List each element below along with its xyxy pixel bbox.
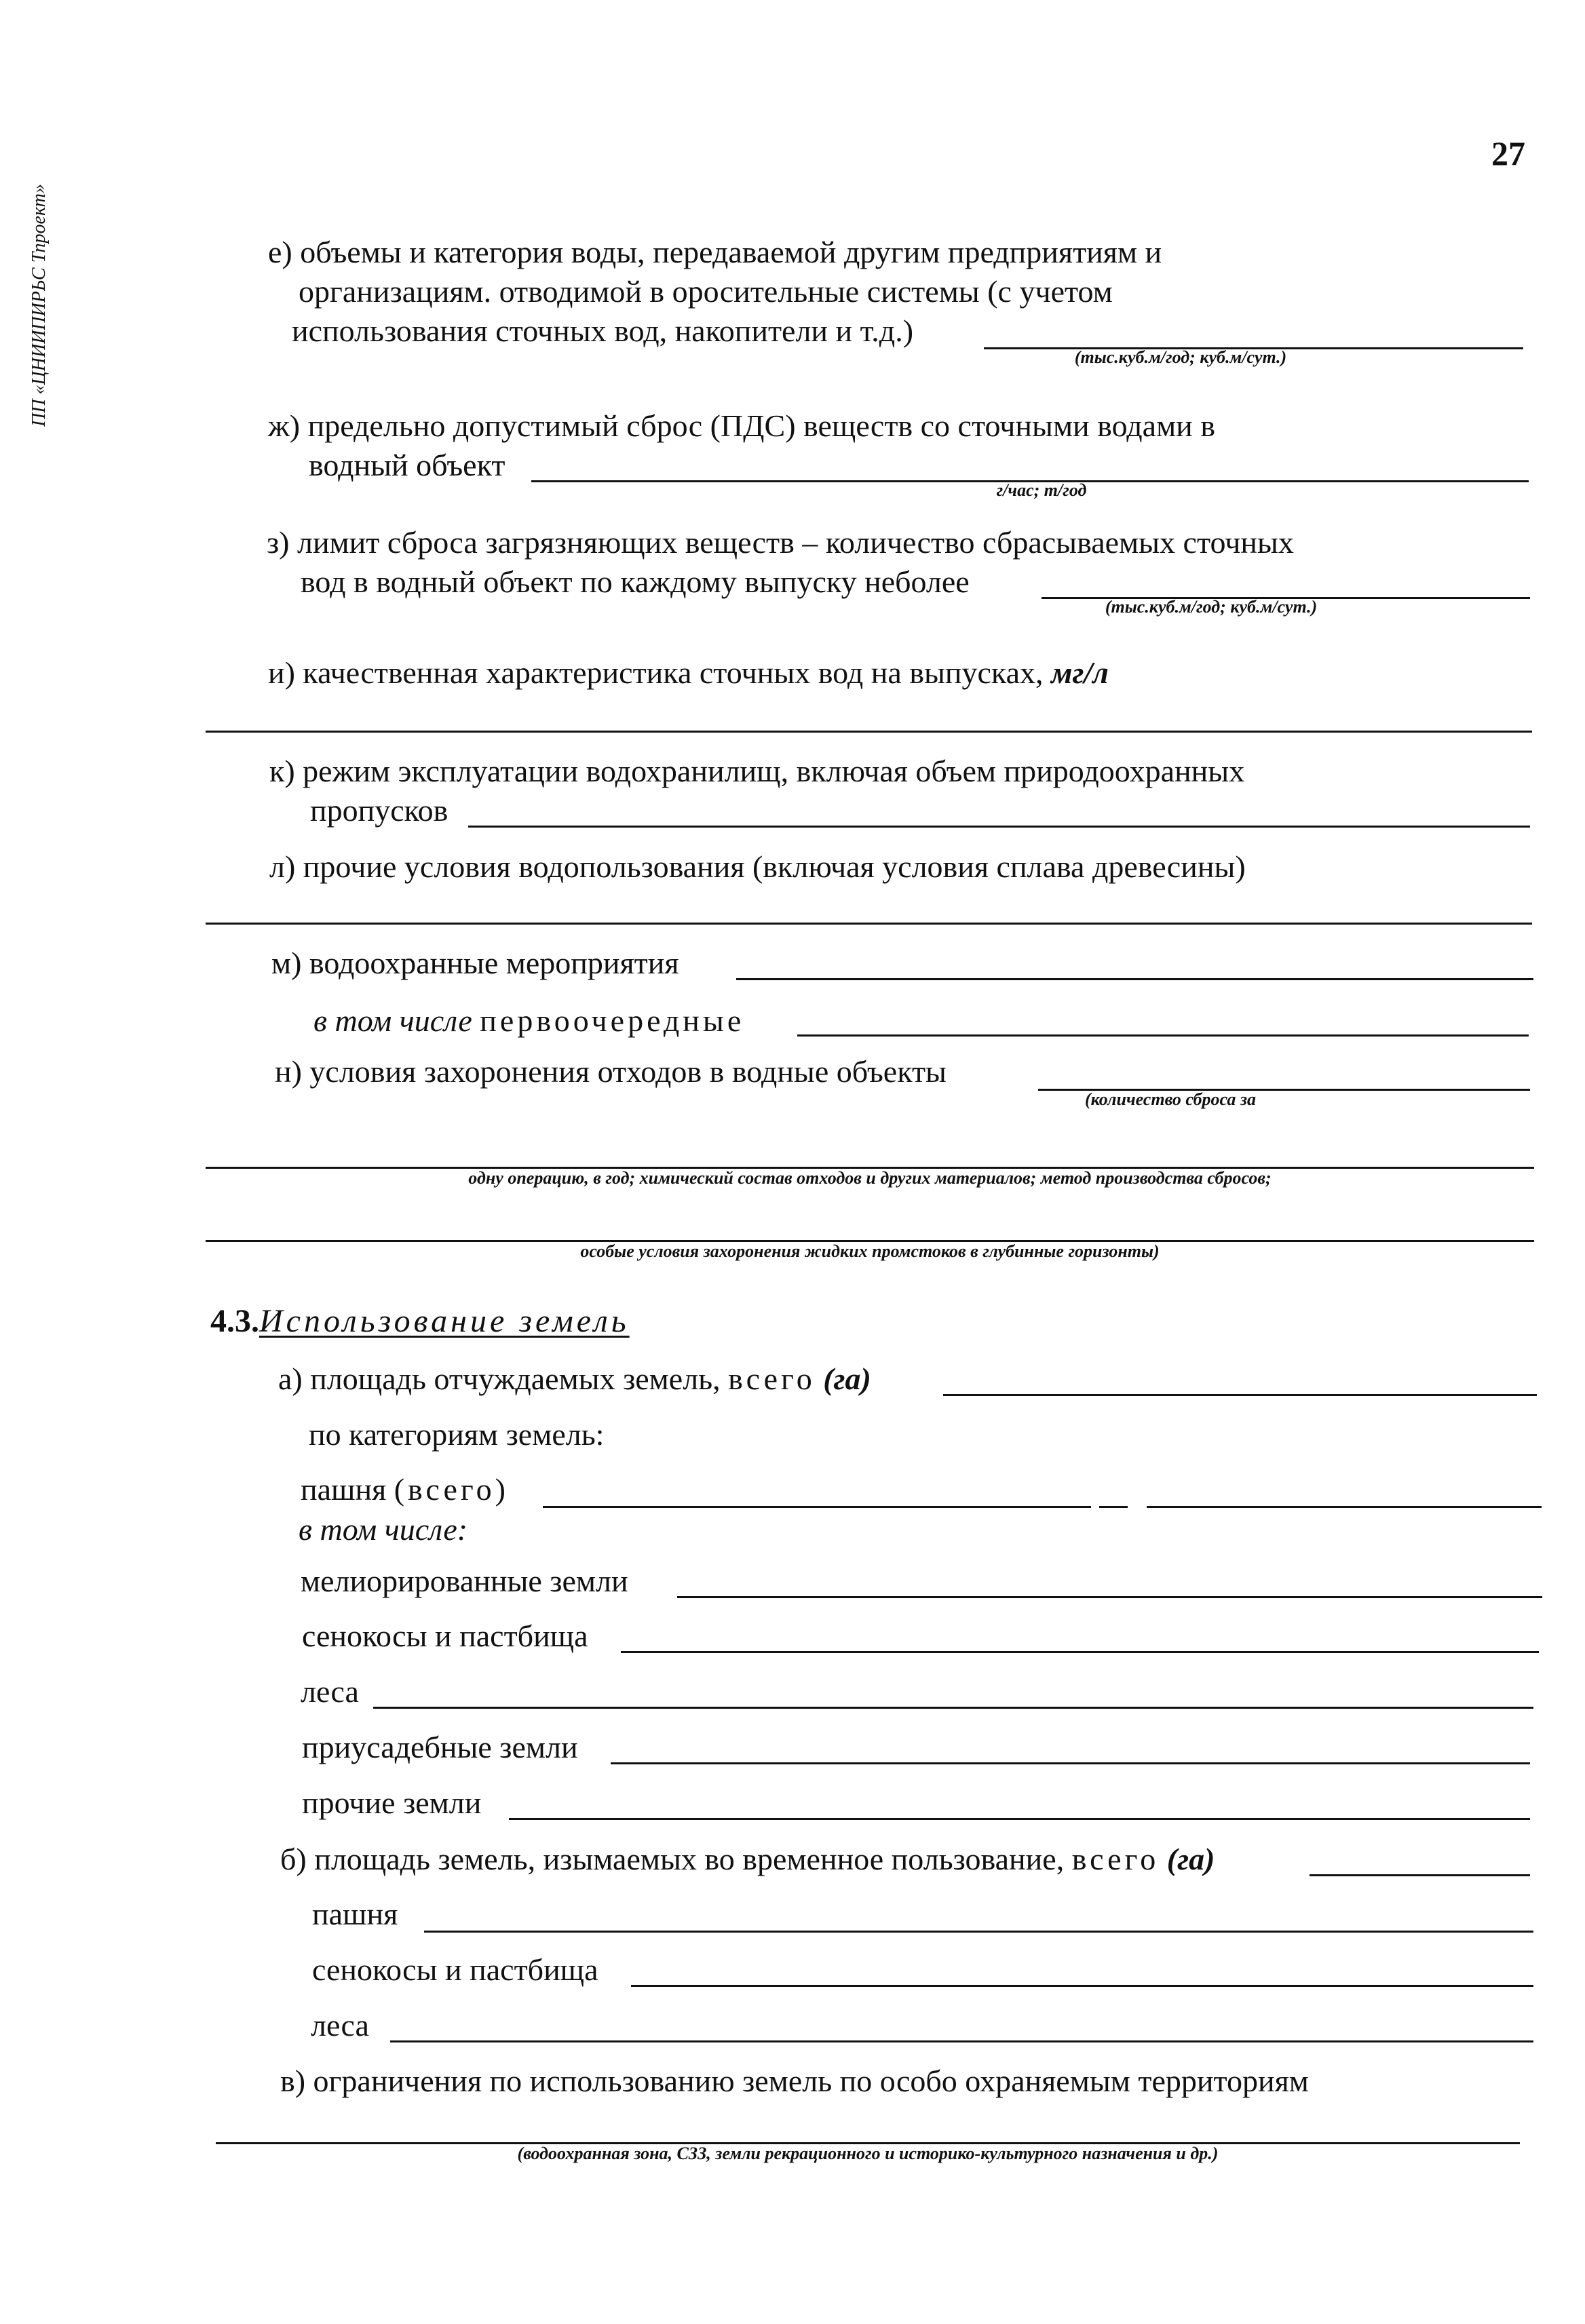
arable-label: пашня (всего) [301, 1472, 509, 1507]
item-v-caption: (водоохранная зона, СЗЗ, земли рекрационного и историко-культурного назначения и др.) [517, 2144, 1219, 2163]
item-i-unit: мг/л [1051, 655, 1109, 690]
b-arable-label: пашня [312, 1897, 398, 1931]
item-k-line2: пропусков [310, 793, 448, 828]
item-zh-caption: г/час; т/год [996, 480, 1087, 500]
forests-fill-line[interactable] [373, 1707, 1533, 1709]
forests-label: леса [301, 1674, 359, 1709]
item-zh-line2: водный объект [309, 448, 505, 482]
item-m-text: м) водоохранные мероприятия [271, 946, 679, 980]
b-forests-label: леса [311, 2008, 369, 2042]
item-k-line1: к) режим эксплуатации водохранилищ, включая объем природоохранных [269, 754, 1245, 788]
item-n-text: н) условия захоронения отходов в водные объекты [275, 1054, 947, 1089]
b-hayfields-label: сенокосы и пастбища [312, 1952, 598, 1987]
household-fill-line[interactable] [611, 1762, 1530, 1764]
item-zh-line1: ж) предельно допустимый сброс (ПДС) веществ со сточными водами в [268, 408, 1216, 443]
item-e-caption: (тыс.куб.м/год; куб.м/сут.) [1074, 347, 1287, 367]
item-m-fill-line[interactable] [736, 978, 1533, 980]
page-number: 27 [1491, 134, 1525, 172]
hayfields-fill-line[interactable] [621, 1651, 1539, 1653]
item-n-caption2: одну операцию, в год; химический состав отходов и других материалов; метод производства сбросов; [468, 1168, 1272, 1188]
arable-fill-line-2[interactable] [1099, 1506, 1128, 1508]
item-v-text: в) ограничения по использованию земель по особо охраняемым территориям [280, 2064, 1309, 2098]
by-category-label: по категориям земель: [309, 1417, 605, 1452]
arable-fill-line-3[interactable] [1147, 1506, 1542, 1508]
item-m-sub: в том числе первоочередные [313, 1003, 745, 1038]
item-n-caption3: особые условия захоронения жидких промстоков в глубинные горизонты) [580, 1241, 1160, 1261]
item-a-fill-line[interactable] [943, 1394, 1537, 1396]
reclaimed-label: мелиорированные земли [301, 1564, 628, 1598]
section-number: 4.3. [210, 1303, 259, 1339]
item-k-fill-line[interactable] [468, 826, 1530, 828]
b-hayfields-fill-line[interactable] [631, 1985, 1533, 1987]
other-lands-label: прочие земли [302, 1785, 482, 1820]
hayfields-label: сенокосы и пастбища [302, 1619, 588, 1653]
b-arable-fill-line[interactable] [424, 1931, 1533, 1933]
item-e-line1: е) объемы и категория воды, передаваемой другим предприятиям и [268, 235, 1162, 269]
other-lands-fill-line[interactable] [509, 1818, 1530, 1820]
item-i-text: и) качественная характеристика сточных вод на выпусках, мг/л [268, 655, 1109, 690]
item-b-text: б) площадь земель, изымаемых во временное пользование, всего (га) [280, 1842, 1215, 1876]
side-stamp: ПП «ЦНИИПИРЬС Тпроект» [28, 184, 50, 427]
section-heading [210, 1302, 630, 1340]
section-title: Использование земель [259, 1303, 630, 1339]
item-m-sub-fill-line[interactable] [797, 1034, 1529, 1037]
including-label: в том числе: [299, 1512, 468, 1547]
item-z-line2: вод в водный объект по каждому выпуску неболее [301, 564, 970, 599]
item-i-fill-line[interactable] [206, 731, 1532, 733]
reclaimed-fill-line[interactable] [677, 1596, 1542, 1598]
item-z-caption: (тыс.куб.м/год; куб.м/сут.) [1105, 597, 1318, 617]
item-l-fill-line[interactable] [206, 923, 1532, 925]
item-z-line1: з) лимит сброса загрязняющих веществ – количество сбрасываемых сточных [267, 525, 1294, 560]
b-forests-fill-line[interactable] [390, 2040, 1533, 2042]
item-l-text: л) прочие условия водопользования (включая условия сплава древесины) [269, 849, 1246, 884]
item-e-line2: организациям. отводимой в оросительные системы (с учетом [299, 274, 1113, 309]
item-e-line3: использования сточных вод, накопители и т.д.) [292, 313, 914, 348]
arable-fill-line-1[interactable] [543, 1506, 1091, 1508]
item-b-fill-line[interactable] [1310, 1874, 1530, 1876]
item-n-caption1: (количество сброса за [1084, 1089, 1257, 1109]
item-a-text: а) площадь отчуждаемых земель, всего (га) [278, 1361, 871, 1396]
household-label: приусадебные земли [302, 1730, 578, 1764]
